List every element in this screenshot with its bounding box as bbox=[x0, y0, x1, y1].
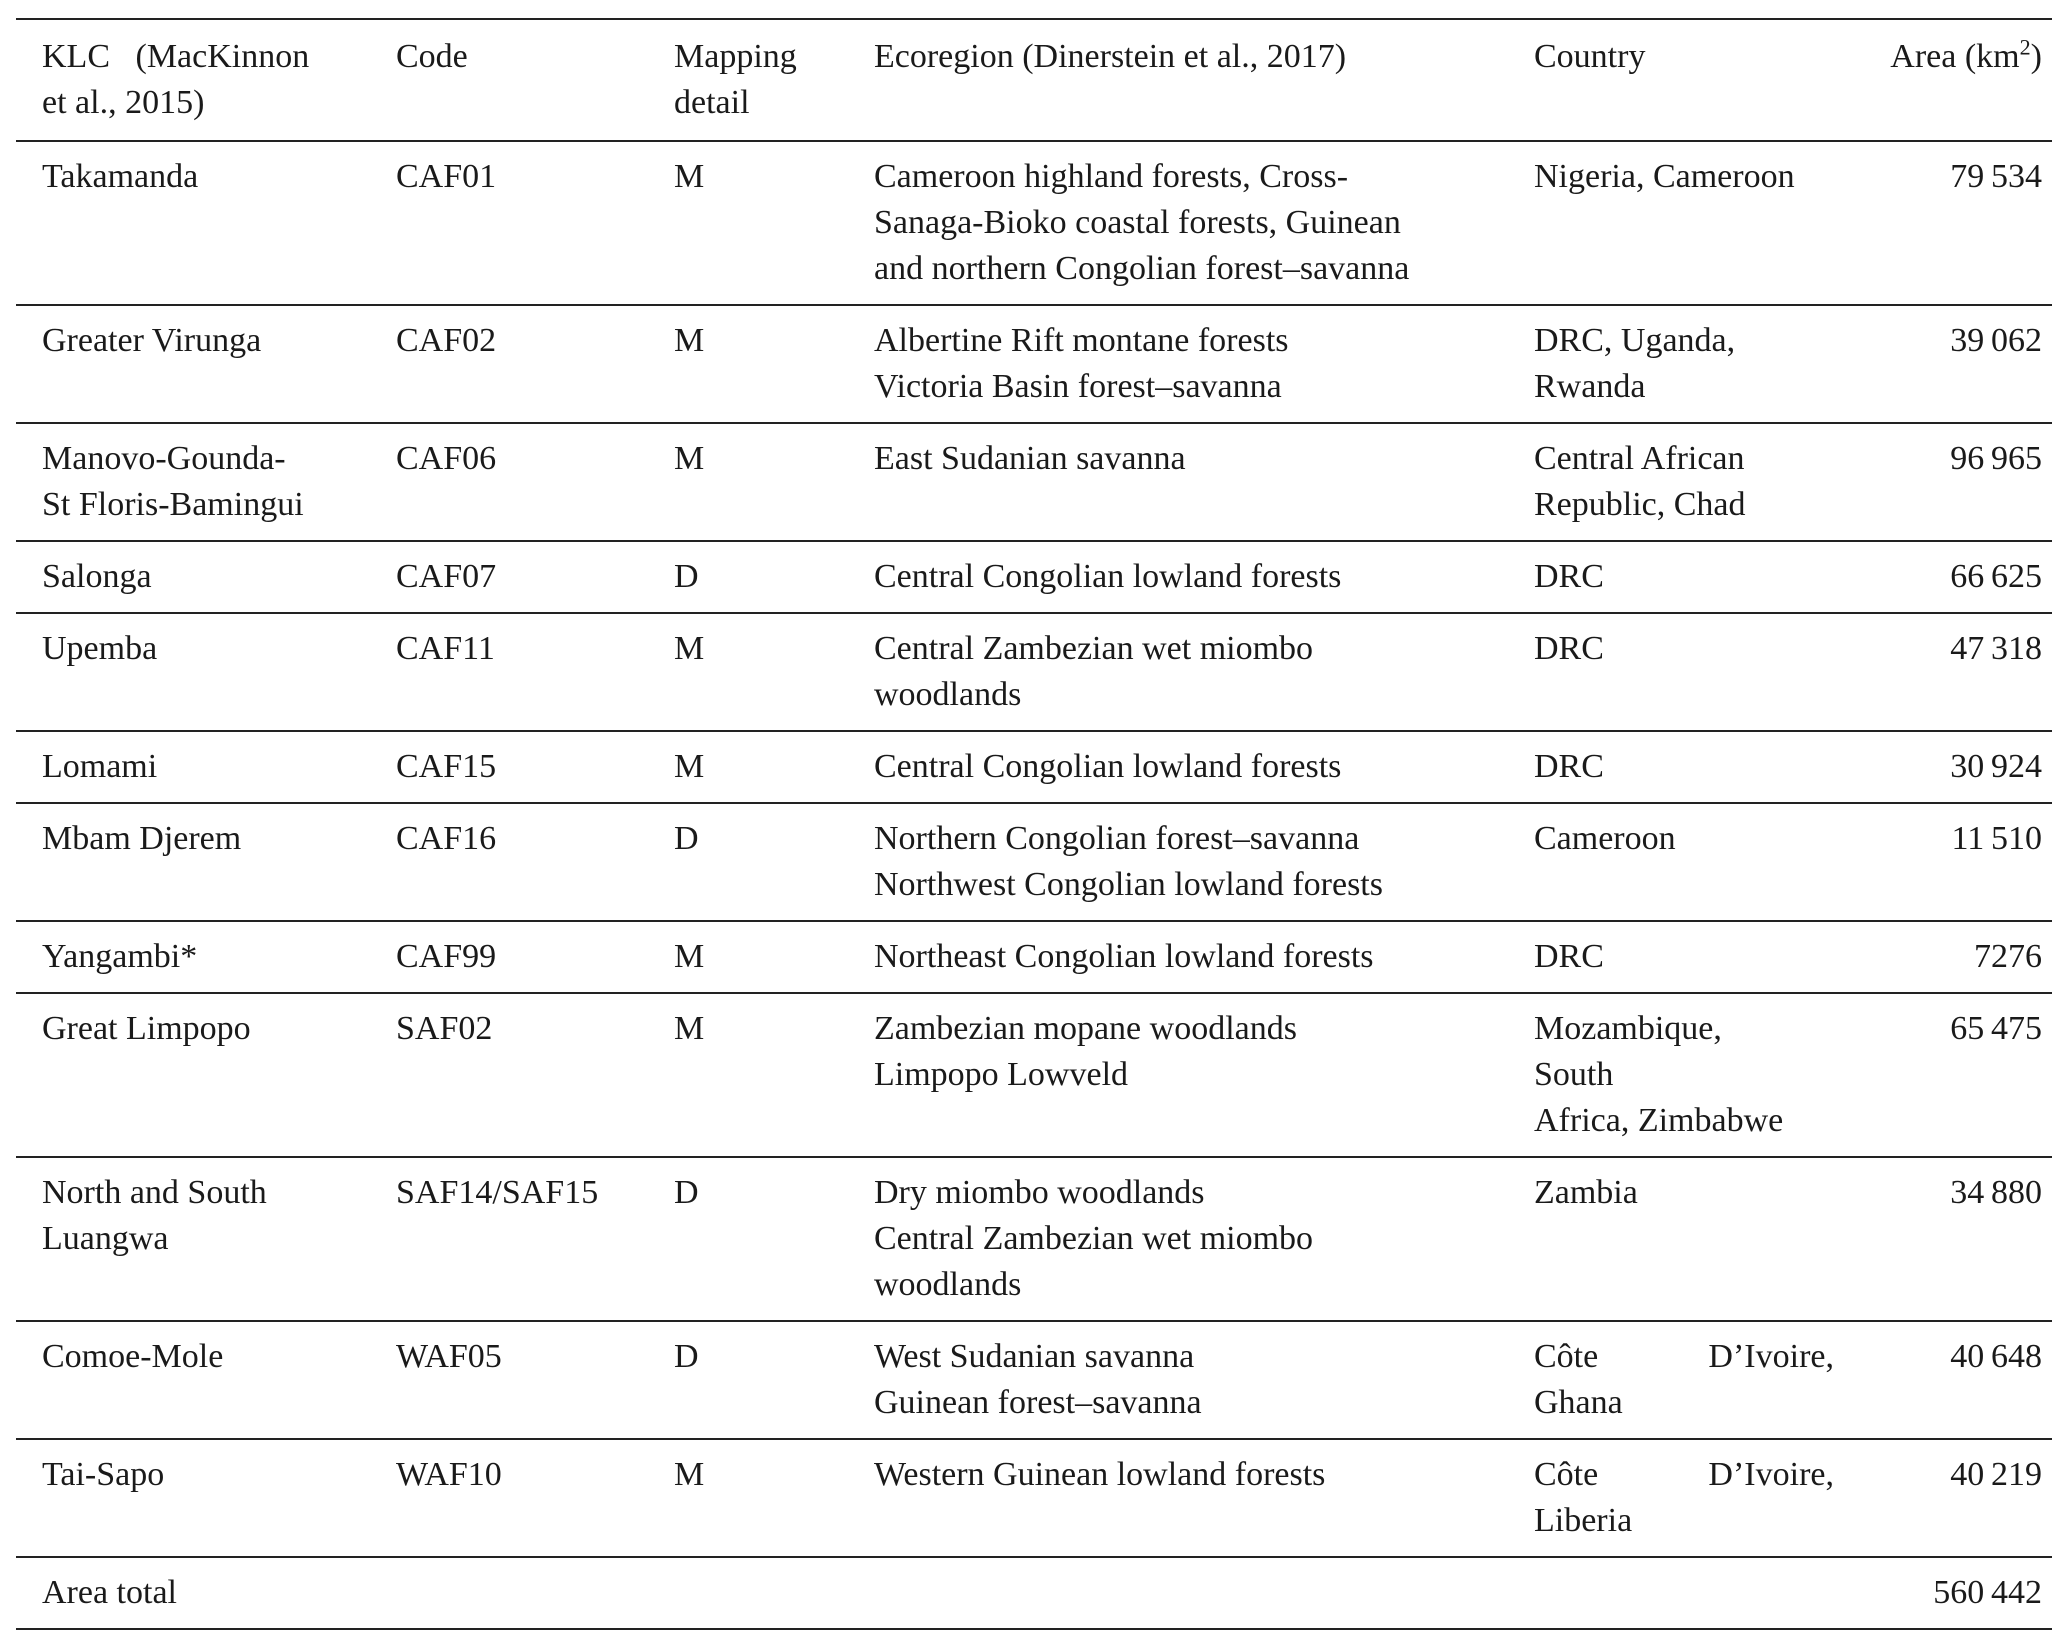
cell-code: CAF15 bbox=[396, 748, 497, 785]
table-header bbox=[16, 19, 2052, 141]
country-line: Ghana bbox=[1534, 1384, 1623, 1421]
cell-ecoregion bbox=[864, 921, 1524, 993]
cell-klc bbox=[16, 1157, 386, 1321]
table-row bbox=[16, 1157, 2052, 1321]
cell-code: CAF06 bbox=[396, 440, 497, 477]
header-mapping bbox=[664, 19, 864, 141]
country-line: Nigeria, Cameroon bbox=[1534, 158, 1795, 195]
cell-country bbox=[1524, 993, 1864, 1157]
country-line: Cameroon bbox=[1534, 820, 1676, 857]
klc-line: Greater Virunga bbox=[42, 322, 262, 359]
cell-country bbox=[1524, 921, 1864, 993]
cell-area: 11 510 bbox=[1951, 820, 2042, 857]
cell-ecoregion bbox=[864, 613, 1524, 731]
cell-country bbox=[1524, 1439, 1864, 1557]
cell-ecoregion bbox=[864, 993, 1524, 1157]
cell-country bbox=[1524, 423, 1864, 541]
cell-area: 30 924 bbox=[1950, 748, 2042, 785]
country-line: Central African bbox=[1534, 440, 1745, 477]
ecoregion-line: Zambezian mopane woodlands bbox=[874, 1010, 1297, 1047]
header-ecoregion: Ecoregion (Dinerstein et al., 2017) bbox=[874, 38, 1347, 75]
table-row bbox=[16, 613, 2052, 731]
klc-line: North and South bbox=[42, 1174, 267, 1211]
ecoregion-line: Central Congolian lowland forests bbox=[874, 748, 1342, 785]
cell-area: 7276 bbox=[1974, 938, 2042, 975]
klc-table bbox=[16, 18, 2052, 1630]
country-line: Mozambique, bbox=[1534, 1010, 1722, 1047]
country-line: DRC bbox=[1534, 748, 1604, 785]
table-row bbox=[16, 423, 2052, 541]
ecoregion-line: woodlands bbox=[874, 1266, 1022, 1303]
total-empty-cell bbox=[664, 1557, 864, 1629]
cell-area: 47 318 bbox=[1950, 630, 2042, 667]
header-mapping-line: Mapping bbox=[674, 38, 797, 75]
ecoregion-line: Victoria Basin forest–savanna bbox=[874, 368, 1282, 405]
klc-line: Upemba bbox=[42, 630, 158, 667]
cell-country bbox=[1524, 305, 1864, 423]
cell-ecoregion bbox=[864, 305, 1524, 423]
ecoregion-line: West Sudanian savanna bbox=[874, 1338, 1195, 1375]
cell-ecoregion bbox=[864, 731, 1524, 803]
total-empty-cell bbox=[386, 1557, 664, 1629]
country-line: DRC bbox=[1534, 630, 1604, 667]
cell-code: CAF99 bbox=[396, 938, 497, 975]
ecoregion-line: East Sudanian savanna bbox=[874, 440, 1186, 477]
klc-line: Takamanda bbox=[42, 158, 199, 195]
table-body bbox=[16, 141, 2052, 1629]
ecoregion-line: Central Zambezian wet miombo bbox=[874, 630, 1314, 667]
header-country: Country bbox=[1534, 38, 1646, 75]
ecoregion-line: Central Zambezian wet miombo bbox=[874, 1220, 1314, 1257]
cell-klc bbox=[16, 921, 386, 993]
klc-line: Yangambi* bbox=[42, 938, 198, 975]
klc-line: Luangwa bbox=[42, 1220, 169, 1257]
total-empty-cell bbox=[864, 1557, 1524, 1629]
table-row bbox=[16, 803, 2052, 921]
table-row bbox=[16, 731, 2052, 803]
cell-country bbox=[1524, 731, 1864, 803]
cell-area: 96 965 bbox=[1950, 440, 2042, 477]
table-row bbox=[16, 1321, 2052, 1439]
klc-line: Manovo-Gounda- bbox=[42, 440, 286, 477]
cell-ecoregion bbox=[864, 423, 1524, 541]
ecoregion-line: Western Guinean lowland forests bbox=[874, 1456, 1326, 1493]
header-area bbox=[1864, 19, 2052, 141]
country-line: South bbox=[1534, 1056, 1614, 1093]
country-line: Rwanda bbox=[1534, 368, 1646, 405]
cell-code: CAF07 bbox=[396, 558, 497, 595]
table-row bbox=[16, 1439, 2052, 1557]
header-mapping-line: detail bbox=[674, 84, 750, 121]
header-klc-line: KLC (MacKinnon bbox=[42, 38, 310, 75]
cell-klc bbox=[16, 423, 386, 541]
cell-ecoregion bbox=[864, 141, 1524, 305]
cell-area: 39 062 bbox=[1950, 322, 2042, 359]
cell-area: 66 625 bbox=[1950, 558, 2042, 595]
cell-area: 40 648 bbox=[1950, 1338, 2042, 1375]
ecoregion-line: Cameroon highland forests, Cross- bbox=[874, 158, 1349, 195]
cell-code: CAF02 bbox=[396, 322, 497, 359]
cell-code: CAF11 bbox=[396, 630, 495, 667]
cell-mapping: M bbox=[674, 158, 705, 195]
cell-klc bbox=[16, 305, 386, 423]
cell-klc bbox=[16, 993, 386, 1157]
country-line: Zambia bbox=[1534, 1174, 1638, 1211]
table-row bbox=[16, 305, 2052, 423]
header-area-sup: 2 bbox=[2019, 34, 2031, 60]
ecoregion-line: woodlands bbox=[874, 676, 1022, 713]
cell-mapping: M bbox=[674, 1456, 705, 1493]
cell-area: 65 475 bbox=[1950, 1010, 2042, 1047]
header-area-prefix: Area (km bbox=[1890, 38, 2020, 75]
klc-line: Comoe-Mole bbox=[42, 1338, 224, 1375]
country-line: Côte D’Ivoire, bbox=[1534, 1456, 1834, 1493]
klc-line: Salonga bbox=[42, 558, 152, 595]
cell-mapping: M bbox=[674, 630, 705, 667]
cell-country bbox=[1524, 141, 1864, 305]
cell-code: SAF14/SAF15 bbox=[396, 1174, 599, 1211]
country-line: Côte D’Ivoire, bbox=[1534, 1338, 1834, 1375]
cell-code: CAF01 bbox=[396, 158, 497, 195]
cell-country bbox=[1524, 803, 1864, 921]
total-empty-cell bbox=[1524, 1557, 1864, 1629]
cell-klc bbox=[16, 1321, 386, 1439]
cell-klc bbox=[16, 731, 386, 803]
country-line: DRC bbox=[1534, 938, 1604, 975]
ecoregion-line: Northwest Congolian lowland forests bbox=[874, 866, 1383, 903]
table-row bbox=[16, 921, 2052, 993]
cell-klc bbox=[16, 541, 386, 613]
country-line: Africa, Zimbabwe bbox=[1534, 1102, 1784, 1139]
cell-mapping: D bbox=[674, 1174, 699, 1211]
cell-ecoregion bbox=[864, 803, 1524, 921]
header-klc bbox=[16, 19, 386, 141]
cell-country bbox=[1524, 1157, 1864, 1321]
klc-line: Lomami bbox=[42, 748, 158, 785]
klc-line: Tai-Sapo bbox=[42, 1456, 165, 1493]
header-code: Code bbox=[396, 38, 468, 75]
header-row bbox=[16, 19, 2052, 141]
cell-country bbox=[1524, 613, 1864, 731]
ecoregion-line: Albertine Rift montane forests bbox=[874, 322, 1289, 359]
table-row bbox=[16, 541, 2052, 613]
cell-code: WAF05 bbox=[396, 1338, 502, 1375]
cell-mapping: D bbox=[674, 1338, 699, 1375]
total-area: 560 442 bbox=[1933, 1574, 2042, 1611]
cell-mapping: D bbox=[674, 558, 699, 595]
cell-mapping: D bbox=[674, 820, 699, 857]
ecoregion-line: Limpopo Lowveld bbox=[874, 1056, 1129, 1093]
cell-code: CAF16 bbox=[396, 820, 497, 857]
klc-line: Great Limpopo bbox=[42, 1010, 251, 1047]
cell-ecoregion bbox=[864, 1157, 1524, 1321]
cell-mapping: M bbox=[674, 748, 705, 785]
ecoregion-line: and northern Congolian forest–savanna bbox=[874, 250, 1410, 287]
cell-klc bbox=[16, 1439, 386, 1557]
ecoregion-line: Northern Congolian forest–savanna bbox=[874, 820, 1360, 857]
cell-area: 34 880 bbox=[1950, 1174, 2042, 1211]
cell-mapping: M bbox=[674, 938, 705, 975]
ecoregion-line: Northeast Congolian lowland forests bbox=[874, 938, 1374, 975]
cell-area: 40 219 bbox=[1950, 1456, 2042, 1493]
total-row bbox=[16, 1557, 2052, 1629]
cell-code: SAF02 bbox=[396, 1010, 493, 1047]
cell-code: WAF10 bbox=[396, 1456, 502, 1493]
cell-area: 79 534 bbox=[1950, 158, 2042, 195]
ecoregion-line: Central Congolian lowland forests bbox=[874, 558, 1342, 595]
ecoregion-line: Guinean forest–savanna bbox=[874, 1384, 1202, 1421]
header-klc-line: et al., 2015) bbox=[42, 84, 205, 121]
header-area-suffix: ) bbox=[2030, 38, 2042, 75]
cell-ecoregion bbox=[864, 1439, 1524, 1557]
country-line: Liberia bbox=[1534, 1502, 1633, 1539]
total-label: Area total bbox=[42, 1574, 177, 1611]
cell-ecoregion bbox=[864, 541, 1524, 613]
klc-table-container bbox=[16, 18, 2052, 1630]
cell-mapping: M bbox=[674, 322, 705, 359]
country-line: DRC, Uganda, bbox=[1534, 322, 1736, 359]
table-row bbox=[16, 141, 2052, 305]
cell-country bbox=[1524, 1321, 1864, 1439]
klc-line: Mbam Djerem bbox=[42, 820, 242, 857]
cell-ecoregion bbox=[864, 1321, 1524, 1439]
cell-klc bbox=[16, 613, 386, 731]
cell-mapping: M bbox=[674, 440, 705, 477]
cell-country bbox=[1524, 541, 1864, 613]
country-line: Republic, Chad bbox=[1534, 486, 1746, 523]
table-row bbox=[16, 993, 2052, 1157]
ecoregion-line: Dry miombo woodlands bbox=[874, 1174, 1205, 1211]
cell-klc bbox=[16, 141, 386, 305]
country-line: DRC bbox=[1534, 558, 1604, 595]
cell-klc bbox=[16, 803, 386, 921]
ecoregion-line: Sanaga-Bioko coastal forests, Guinean bbox=[874, 204, 1401, 241]
klc-line: St Floris-Bamingui bbox=[42, 486, 304, 523]
cell-mapping: M bbox=[674, 1010, 705, 1047]
